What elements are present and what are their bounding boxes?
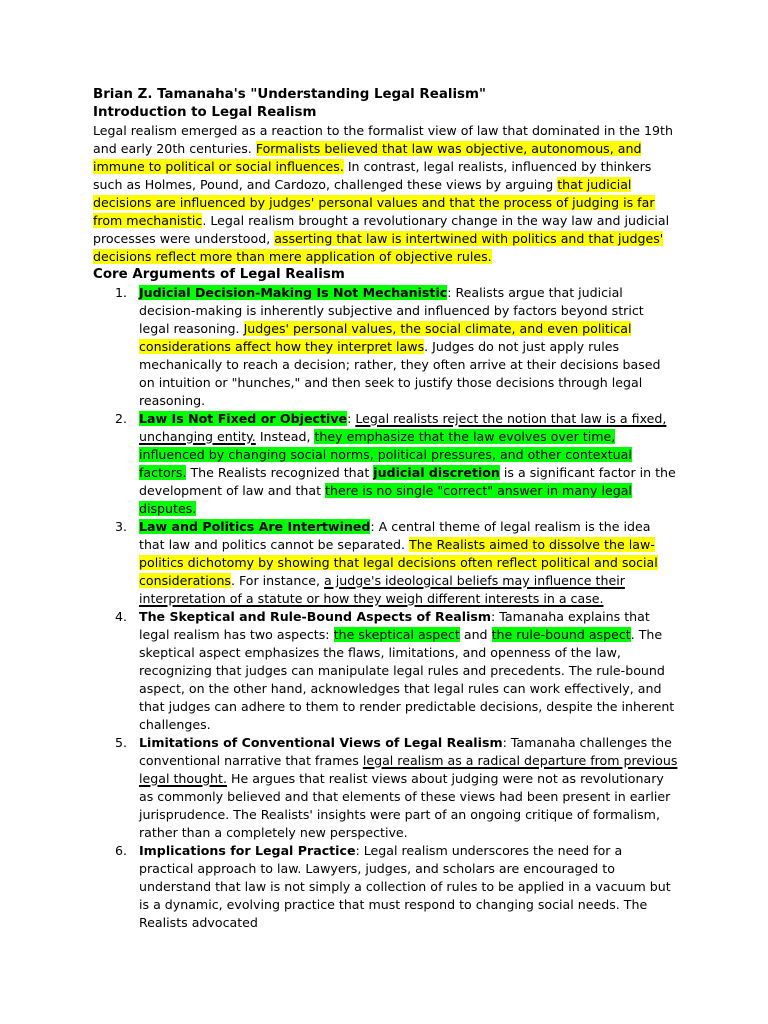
point-text: : Legal realism underscores the need for a practical approach to law. Lawyers, judges, and scholars are encouraged to understand that law is not simply a collection of rules to be applied in a vacuum but is a dynamic, evolving practice that must respond to changing social needs. The Realists advocated (139, 843, 671, 930)
point-text: : Tamanaha explains that legal realism has two aspects: (139, 609, 650, 642)
intro-text: Legal realism emerged as a reaction to the formalist view of law that dominated in the 19th and early 20th centuries. (93, 123, 673, 156)
list-item-4 (93, 608, 678, 734)
list-item-2 (93, 410, 678, 518)
intro-heading: Introduction to Legal Realism (93, 105, 317, 120)
list-item-5 (93, 734, 678, 842)
list-item-6 (93, 842, 678, 932)
point-text: and (459, 627, 492, 642)
list-item-1 (93, 284, 678, 410)
point-text: He argues that realist views about judging were not as revolutionary as commonly believed and that elements of these views had been present in earlier jurisprudence. The Realists' insights were part of an ongoing critique of formalism, rather than a completely new perspective. (139, 771, 671, 840)
point-text: is a significant factor in the development of law and that (139, 465, 676, 498)
intro-highlight-1: Formalists believed that law was objective, autonomous, and immune to political or social influences. (93, 141, 642, 174)
intro-text: . Legal realism brought a revolutionary change in the way law and judicial processes were understood, (93, 213, 670, 246)
point-underline: legal realism as a radical departure from previous legal thought. (139, 753, 678, 786)
point-underline: a judge's ideological beliefs may influence their interpretation of a statute or how they weigh different interests in a case. (139, 573, 625, 606)
point-text: . Judges do not just apply rules mechanically to reach a decision; rather, they often arrive at their decisions based on intuition or "hunches," and then seek to justify those decisions through legal reasoning. (139, 339, 661, 408)
point-text: . The skeptical aspect emphasizes the flaws, limitations, and openness of the law, recognizing that judges can manipulate legal rules and precedents. The rule-bound aspect, on the other hand, acknowledges that legal rules can work effectively, and that judges can adhere to them to render predictable decisions, despite the inherent challenges. (139, 627, 675, 732)
point-text: . For instance, (231, 573, 325, 588)
point-highlight: the rule-bound aspect (491, 627, 631, 642)
intro-text: In contrast, legal realists, influenced by thinkers such as Holmes, Pound, and Cardozo, challenged these views by arguing (93, 159, 652, 192)
list-number: 6. (115, 843, 128, 858)
point-title: The Skeptical and Rule-Bound Aspects of Realism (139, 609, 492, 624)
intro-highlight-3: asserting that law is intertwined with politics and that judges' decisions reflect more than mere application of objective rules. (93, 231, 664, 264)
list-item-3 (93, 518, 678, 608)
point-highlight: Judges' personal values, the social climate, and even political considerations affect how they interpret laws (139, 321, 632, 354)
point-title: Implications for Legal Practice (139, 843, 356, 858)
point-highlight: judicial discretion (373, 465, 500, 480)
point-text: : Realists argue that judicial decision-making is inherently subjective and influenced by factors beyond strict legal reasoning. (139, 285, 644, 336)
list-number: 4. (115, 609, 128, 624)
point-text: : (347, 411, 356, 426)
document-title: Brian Z. Tamanaha's "Understanding Legal Realism" (93, 87, 486, 102)
document-page (93, 86, 678, 932)
point-highlight: there is no single "correct" answer in many legal disputes. (139, 483, 632, 516)
list-number: 2. (115, 411, 128, 426)
point-underline: Legal realists reject the notion that law is a fixed, unchanging entity. (139, 411, 667, 444)
list-number: 1. (115, 285, 128, 300)
point-title: Judicial Decision-Making Is Not Mechanistic (139, 285, 448, 300)
point-text: : Tamanaha challenges the conventional narrative that frames (139, 735, 672, 768)
point-text: Instead, (255, 429, 315, 444)
point-highlight: they emphasize that the law evolves over time, influenced by changing social norms, political pressures, and other contextual factors. (139, 429, 632, 480)
list-number: 3. (115, 519, 128, 534)
point-title: Law and Politics Are Intertwined (139, 519, 371, 534)
point-text: : A central theme of legal realism is the idea that law and politics cannot be separated. (139, 519, 651, 552)
point-highlight: the skeptical aspect (333, 627, 460, 642)
core-arguments-heading: Core Arguments of Legal Realism (93, 267, 345, 282)
point-title: Limitations of Conventional Views of Legal Realism (139, 735, 503, 750)
core-arguments-list (93, 284, 678, 932)
intro-paragraph (93, 122, 678, 266)
point-text: The Realists recognized that (186, 465, 374, 480)
list-number: 5. (115, 735, 128, 750)
point-title: Law Is Not Fixed or Objective (139, 411, 348, 426)
point-highlight: The Realists aimed to dissolve the law-politics dichotomy by showing that legal decisions often reflect political and social considerations (139, 537, 658, 588)
intro-highlight-2: that judicial decisions are influenced by judges' personal values and that the process of judging is far from mechanistic (93, 177, 655, 228)
